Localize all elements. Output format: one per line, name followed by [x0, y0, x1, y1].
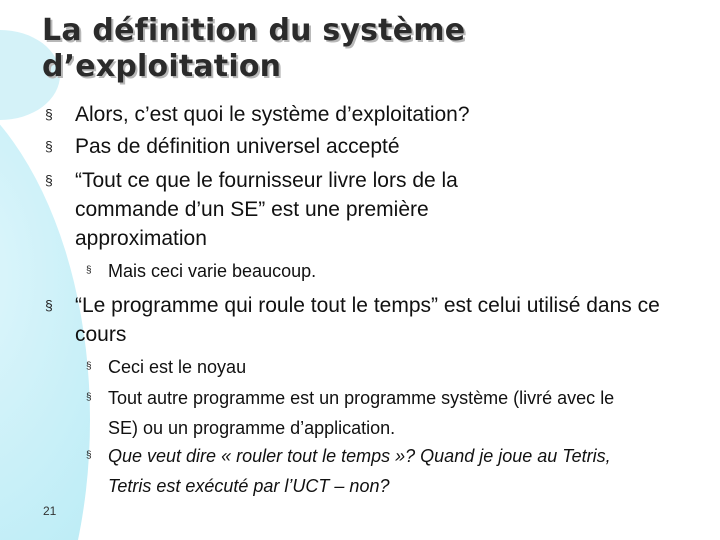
bullet-text: “Tout ce que le fournisseur livre lors de la commande d’un SE” est une première approximation	[75, 169, 458, 250]
sub-bullet-marker: §	[86, 450, 92, 461]
slide-title	[42, 13, 465, 85]
bullet-marker: §	[45, 172, 53, 188]
slide-title-line-2: d’exploitation	[42, 49, 282, 84]
bullet-marker: §	[45, 138, 53, 154]
bullet-text: “Le programme qui roule tout le temps” est celui utilisé dans ce cours	[75, 294, 660, 346]
sub-bullet-text: Ceci est le noyau	[108, 357, 247, 377]
sub-bullet-text: Tout autre programme est un programme système (livré avec le SE) ou un programme d’application.	[108, 388, 615, 438]
bullet-marker: §	[45, 106, 53, 122]
bullet-text: Pas de définition universel accepté	[75, 135, 400, 158]
bullet-marker: §	[45, 297, 53, 313]
sub-bullet-marker: §	[86, 392, 92, 403]
sub-bullet-text: Mais ceci varie beaucoup.	[108, 261, 317, 281]
sub-bullet-text: Que veut dire « rouler tout le temps »? Quand je joue au Tetris, Tetris est exécuté par l’UCT – non?	[108, 446, 611, 496]
page-number: 21	[43, 504, 57, 518]
slide-title-line-1: La définition du système	[42, 13, 466, 48]
sub-bullet-marker: §	[86, 361, 92, 372]
sub-bullet-marker: §	[86, 265, 92, 276]
bullet-text: Alors, c’est quoi le système d’exploitation?	[75, 103, 470, 126]
